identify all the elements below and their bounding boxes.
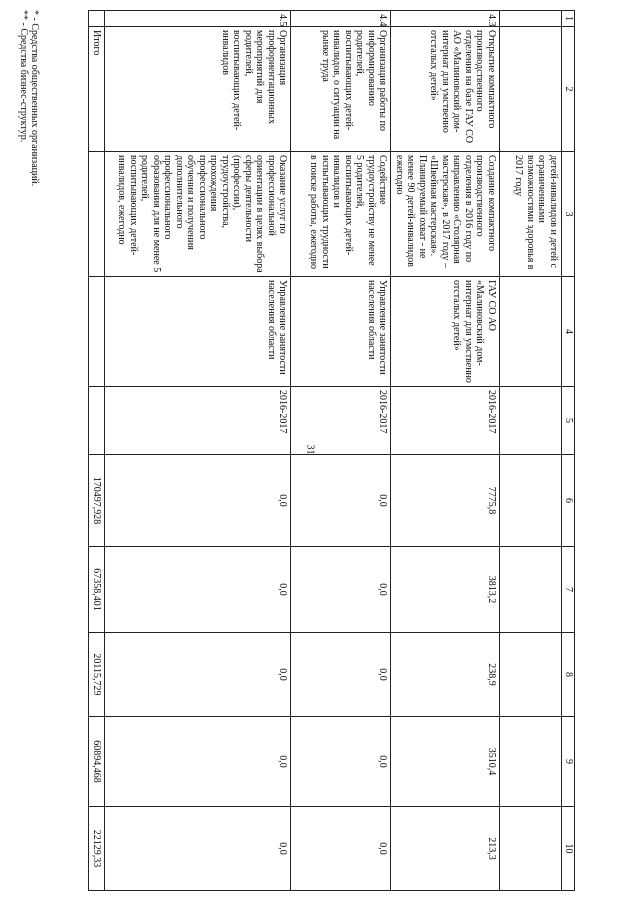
row-value: 213,3 bbox=[391, 807, 500, 891]
row-value: 3510,4 bbox=[391, 717, 500, 807]
header-cell: 4 bbox=[562, 277, 575, 387]
row-value: 0,0 bbox=[291, 547, 391, 633]
header-row bbox=[562, 11, 575, 891]
header-cell: 7 bbox=[562, 547, 575, 633]
row-period: 2016-2017 bbox=[391, 387, 500, 455]
row-name bbox=[500, 27, 562, 152]
row-value bbox=[500, 455, 562, 547]
header-cell: 2 bbox=[562, 27, 575, 152]
table-row bbox=[291, 11, 391, 891]
landscape-content bbox=[18, 10, 575, 890]
row-value: 0,0 bbox=[105, 633, 291, 717]
header-cell: 8 bbox=[562, 633, 575, 717]
footnote: ** - Средства бизнес-структур. bbox=[18, 10, 29, 143]
row-value bbox=[500, 807, 562, 891]
total-spacer bbox=[89, 11, 106, 27]
total-empty bbox=[89, 387, 106, 455]
table-row bbox=[500, 11, 562, 891]
row-executor: Управление занятости населения области bbox=[291, 277, 391, 387]
row-name: Организация работы по информированию родителей, воспитывающих детей-инвалидов, о ситуации на рынке труда bbox=[291, 27, 391, 152]
footnotes bbox=[18, 10, 40, 890]
total-label: Итого bbox=[89, 27, 106, 152]
total-value: 20115,729 bbox=[89, 633, 106, 717]
row-name: Открытие компактного производственного отделения на базе ГАУ СО АО «Малиновский дом-интернат для умственно отсталых детей» bbox=[391, 27, 500, 152]
footnote: * - Средства общественных организаций. bbox=[29, 10, 40, 187]
header-cell: 9 bbox=[562, 717, 575, 807]
row-value: 0,0 bbox=[105, 547, 291, 633]
row-value bbox=[500, 547, 562, 633]
table-row bbox=[105, 11, 291, 891]
row-value: 7775,8 bbox=[391, 455, 500, 547]
total-value: 67358,401 bbox=[89, 547, 106, 633]
header-cell: 10 bbox=[562, 807, 575, 891]
row-description: Содействие трудоустройству не менее 5 родителей, воспитывающих детей-инвалидов и испытывающих трудности в поиске работы, ежегодно bbox=[291, 152, 391, 277]
row-number: 4.3 bbox=[391, 11, 500, 27]
row-value: 0,0 bbox=[291, 807, 391, 891]
total-value: 22129,33 bbox=[89, 807, 106, 891]
total-row bbox=[89, 11, 106, 891]
row-period bbox=[500, 387, 562, 455]
row-executor: Управление занятости населения области bbox=[105, 277, 291, 387]
header-cell: 5 bbox=[562, 387, 575, 455]
row-number: 4.4 bbox=[291, 11, 391, 27]
row-executor bbox=[500, 277, 562, 387]
table-row bbox=[391, 11, 500, 891]
total-empty bbox=[89, 277, 106, 387]
row-value: 0,0 bbox=[291, 455, 391, 547]
row-value: 238,9 bbox=[391, 633, 500, 717]
row-value bbox=[500, 633, 562, 717]
row-value bbox=[500, 717, 562, 807]
total-empty bbox=[89, 152, 106, 277]
row-value: 0,0 bbox=[105, 455, 291, 547]
total-value: 60894,468 bbox=[89, 717, 106, 807]
header-cell: 1 bbox=[562, 11, 575, 27]
row-value: 3813,2 bbox=[391, 547, 500, 633]
total-value: 170497,928 bbox=[89, 455, 106, 547]
row-value: 0,0 bbox=[105, 717, 291, 807]
header-cell: 6 bbox=[562, 455, 575, 547]
row-number: 4.5 bbox=[105, 11, 291, 27]
row-value: 0,0 bbox=[291, 633, 391, 717]
row-period: 2016-2017 bbox=[105, 387, 291, 455]
program-table bbox=[88, 10, 575, 891]
page-number: 31 bbox=[304, 444, 316, 455]
header-cell: 3 bbox=[562, 152, 575, 277]
row-name: Организация профориентационных мероприятий для родителей, воспитывающих детей-инвалидов bbox=[105, 27, 291, 152]
row-executor: ГАУ СО АО «Малиновский дом-интернат для умственно отсталых детей» bbox=[391, 277, 500, 387]
row-number bbox=[500, 11, 562, 27]
row-period: 2016-2017 bbox=[291, 387, 391, 455]
row-description: детей-инвалидов и детей с ограниченными возможностями здоровья в 2017 году bbox=[500, 152, 562, 277]
row-value: 0,0 bbox=[105, 807, 291, 891]
row-description: Оказание услуг по профессиональной ориентации в целях выбора сферы деятельности (профессии), трудоустройства, прохождения профессионального обучения и получения дополнительного профессионального образования для не менее 5 родителей, воспитывающих детей-инвалидов, ежегодно bbox=[105, 152, 291, 277]
row-description: Создание компактного производственного отделения в 2016 году по направлению «Столярная мастерская», в 2017 году – «Швейная мастерская». Планируемый охват - не менее 90 детей-инвалидов ежегодно bbox=[391, 152, 500, 277]
row-value: 0,0 bbox=[291, 717, 391, 807]
